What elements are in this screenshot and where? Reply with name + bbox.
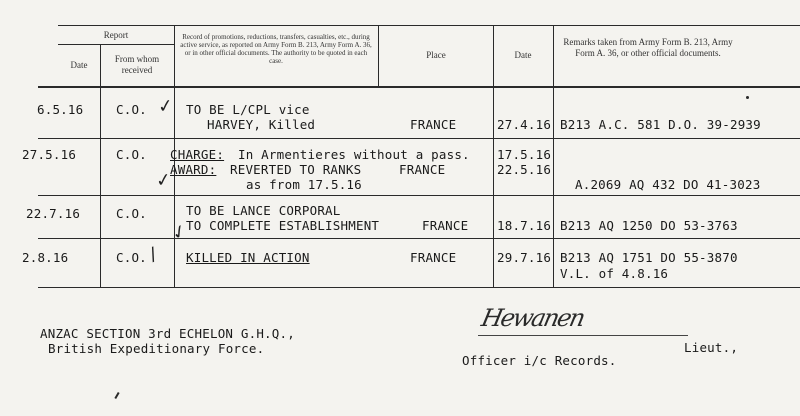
row2-charge-label: CHARGE: xyxy=(170,147,225,162)
row2-from: C.O. xyxy=(116,147,147,162)
row3-date2: 18.7.16 xyxy=(497,218,552,233)
row1-record-line2: HARVEY, Killed xyxy=(207,117,316,132)
row1-date2: 27.4.16 xyxy=(497,117,552,132)
check-mark-icon: / xyxy=(146,243,160,266)
row4-remarks-line2: V.L. of 4.8.16 xyxy=(560,266,669,281)
row1-place: FRANCE xyxy=(410,117,457,132)
remarks-header: Remarks taken from Army Form B. 213, Army Form A. 36, or other official documents. xyxy=(563,37,733,58)
stray-mark xyxy=(746,96,749,99)
check-mark-icon: ✓ xyxy=(167,219,192,246)
row3-remarks: B213 AQ 1250 DO 53-3763 xyxy=(560,218,738,233)
row3-from: C.O. xyxy=(116,206,147,221)
row4-date: 2.8.16 xyxy=(22,250,69,265)
row4-date2: 29.7.16 xyxy=(497,250,552,265)
report-subheader-rule xyxy=(58,44,174,45)
row2-award-line2: as from 17.5.16 xyxy=(246,177,362,192)
report-header: Report xyxy=(103,30,129,40)
check-mark-icon: ✓ xyxy=(154,169,173,192)
section-stamp-line1: ANZAC SECTION 3rd ECHELON G.H.Q., xyxy=(40,326,295,341)
col-rule-place xyxy=(378,25,379,87)
officer-signature: Hewanen xyxy=(479,304,587,332)
row2-date2b: 22.5.16 xyxy=(497,162,552,177)
header-bottom-rule xyxy=(38,86,800,88)
row2-award-text: REVERTED TO RANKS xyxy=(230,162,362,177)
row3-record-line1: TO BE LANCE CORPORAL xyxy=(186,203,341,218)
section-stamp-line2: British Expeditionary Force. xyxy=(48,341,265,356)
row2-remarks: A.2069 AQ 432 DO 41-3023 xyxy=(575,177,761,192)
row2-charge-text: In Armentieres without a pass. xyxy=(238,147,470,162)
officer-title: Officer i/c Records. xyxy=(462,353,617,368)
row4-place: FRANCE xyxy=(410,250,457,265)
row-rule-4 xyxy=(38,287,800,288)
row1-from: C.O. xyxy=(116,102,147,117)
col-rule-date2 xyxy=(493,25,494,287)
row3-record-line2: TO COMPLETE ESTABLISHMENT xyxy=(186,218,380,233)
table-top-rule xyxy=(58,25,800,26)
row2-place: FRANCE xyxy=(399,162,446,177)
row4-record-line1: KILLED IN ACTION xyxy=(186,250,310,265)
row3-date: 22.7.16 xyxy=(26,206,81,221)
row2-date: 27.5.16 xyxy=(22,147,77,162)
col-rule-date xyxy=(100,44,101,287)
row1-record-line1: TO BE L/CPL vice xyxy=(186,102,310,117)
col-rule-remarks xyxy=(553,25,554,287)
row-rule-2 xyxy=(38,195,800,196)
row2-award-label: AWARD: xyxy=(170,162,217,177)
row-rule-1 xyxy=(38,138,800,139)
date2-header: Date xyxy=(514,50,532,60)
date-header: Date xyxy=(70,60,88,70)
row-rule-3 xyxy=(38,238,800,239)
stray-mark xyxy=(114,392,119,399)
row1-date: 6.5.16 xyxy=(37,102,84,117)
row4-remarks-line1: B213 AQ 1751 DO 55-3870 xyxy=(560,250,738,265)
row4-from: C.O. xyxy=(116,250,147,265)
place-header: Place xyxy=(426,50,446,60)
row2-date2a: 17.5.16 xyxy=(497,147,552,162)
check-mark-icon: ✓ xyxy=(156,95,175,118)
record-header: Record of promotions, reductions, transfers, casualties, etc., during active service, as reported on Army Form B. 213, Army Form A. 36, or in other official documents. The authority to be quoted in each case. xyxy=(180,33,372,65)
officer-rank: Lieut., xyxy=(684,340,739,355)
signature-underline xyxy=(478,335,688,336)
row1-remarks: B213 A.C. 581 D.O. 39-2939 xyxy=(560,117,761,132)
from-whom-header: From whom received xyxy=(114,54,160,75)
row3-place: FRANCE xyxy=(422,218,469,233)
